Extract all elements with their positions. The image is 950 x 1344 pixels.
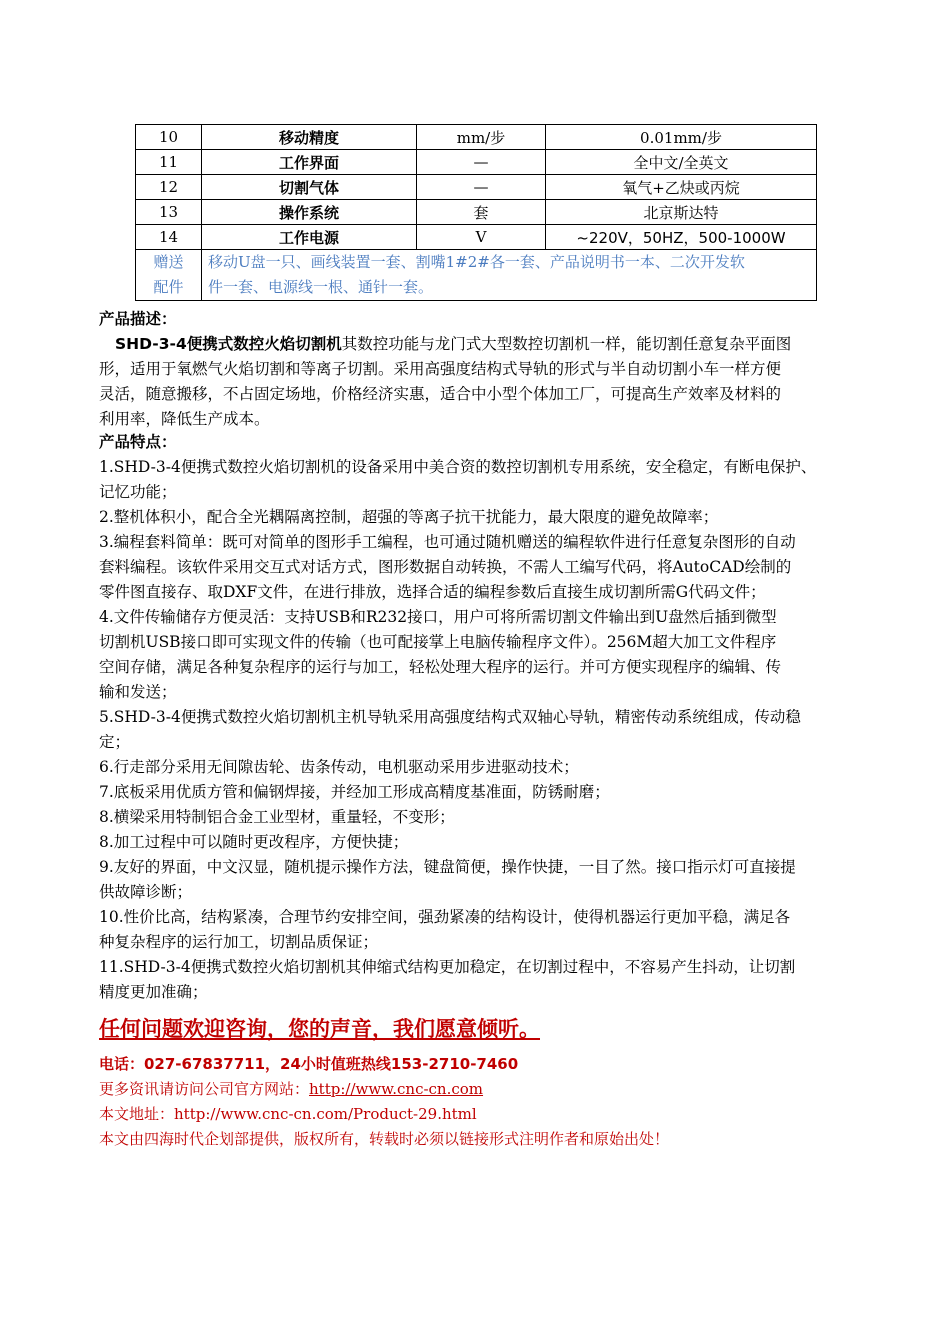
description-section [99, 307, 859, 432]
row-number: 11 [136, 150, 202, 175]
feature-line: 6.行走部分采用无间隙齿轮、齿条传动，电机驱动采用步进驱动技术； [99, 758, 579, 776]
description-line [99, 332, 859, 357]
website-link[interactable]: http://www.cnc-cn.com [309, 1080, 484, 1098]
description-heading: 产品描述： [99, 310, 177, 328]
table-row [136, 225, 817, 250]
param-value: 0.01mm/步 [546, 125, 817, 150]
feature-line: 切割机USB接口即可实现文件的传输（也可配接掌上电脑传输程序文件）。256M超大加工文件程序 [99, 633, 777, 651]
gift-row [136, 250, 817, 301]
gift-contents [202, 250, 817, 301]
gift-line: 移动U盘一只、画线装置一套、割嘴1#2#各一套、产品说明书一本、二次开发软 [208, 253, 745, 271]
param-name: 切割气体 [202, 175, 417, 200]
product-name: SHD-3-4便携式数控火焰切割机 [115, 335, 342, 353]
table-row [136, 175, 817, 200]
feature-line: 8.横梁采用特制铝合金工业型材，重量轻，不变形； [99, 808, 455, 826]
spec-table-body [136, 125, 817, 301]
row-number: 13 [136, 200, 202, 225]
feature-line: 8.加工过程中可以随时更改程序，方便快捷； [99, 833, 409, 851]
param-name: 工作电源 [202, 225, 417, 250]
feature-line: 7.底板采用优质方管和偏钢焊接，并经加工形成高精度基准面，防锈耐磨； [99, 783, 610, 801]
phone-line: 电话：027-67837711，24小时值班热线153-2710-7460 [99, 1055, 519, 1073]
feature-line: 零件图直接存、取DXF文件，在进行排放，选择合适的编程参数后直接生成切割所需G代码文件； [99, 583, 766, 601]
gift-label-line: 赠送 [153, 253, 184, 271]
param-value: 氧气+乙炔或丙烷 [546, 175, 817, 200]
feature-line: 1.SHD-3-4便携式数控火焰切割机的设备采用中美合资的数控切割机专用系统，安全稳定，有断电保护、 [99, 458, 817, 476]
row-number: 12 [136, 175, 202, 200]
description-line: 灵活，随意搬移，不占固定场地，价格经济实惠，适合中小型个体加工厂，可提高生产效率及材料的 [99, 385, 782, 403]
feature-line: 套料编程。该软件采用交互式对话方式，图形数据自动转换，不需人工编写代码，将AutoCAD绘制的 [99, 558, 792, 576]
param-unit: — [417, 150, 546, 175]
feature-line: 10.性价比高，结构紧凑，合理节约安排空间，强劲紧凑的结构设计，使得机器运行更加平稳，满足各 [99, 908, 791, 926]
table-row [136, 150, 817, 175]
description-line: 利用率，降低生产成本。 [99, 410, 270, 428]
table-row [136, 200, 817, 225]
feature-line: 供故障诊断； [99, 883, 193, 901]
website-prefix: 更多资讯请访问公司官方网站： [99, 1080, 310, 1098]
feature-line: 2.整机体积小，配合全光耦隔离控制，超强的等离子抗干扰能力，最大限度的避免故障率； [99, 508, 719, 526]
row-number: 14 [136, 225, 202, 250]
feature-line: 11.SHD-3-4便携式数控火焰切割机其伸缩式结构更加稳定，在切割过程中，不容易产生抖动，让切割 [99, 958, 796, 976]
description-text: 其数控功能与龙门式大型数控切割机一样，能切割任意复杂平面图 [341, 335, 792, 353]
feature-line: 记忆功能； [99, 483, 177, 501]
feature-line: 精度更加准确； [99, 983, 208, 1001]
gift-line: 件一套、电源线一根、通针一套。 [208, 278, 434, 296]
feature-line: 5.SHD-3-4便携式数控火焰切割机主机导轨采用高强度结构式双轴心导轨，精密传动系统组成，传动稳 [99, 708, 801, 726]
param-name: 移动精度 [202, 125, 417, 150]
param-unit: — [417, 175, 546, 200]
feature-line: 空间存储，满足各种复杂程序的运行与加工，轻松处理大程序的运行。并可方便实现程序的编辑、传 [99, 658, 782, 676]
feature-line: 3.编程套料简单：既可对简单的图形手工编程，也可通过随机赠送的编程软件进行任意复杂图形的自动 [99, 533, 796, 551]
param-name: 操作系统 [202, 200, 417, 225]
description-line: 形，适用于氧燃气火焰切割和等离子切割。采用高强度结构式导轨的形式与半自动切割小车一样方便 [99, 360, 782, 378]
param-unit: 套 [417, 200, 546, 225]
gift-label-line: 配件 [153, 278, 184, 296]
param-unit: V [417, 225, 546, 250]
spec-table [135, 124, 817, 301]
param-value: 全中文/全英文 [546, 150, 817, 175]
article-address: 本文地址：http://www.cnc-cn.com/Product-29.html [99, 1105, 477, 1123]
feature-line: 9.友好的界面，中文汉显，随机提示操作方法，键盘简便，操作快捷，一目了然。接口指示灯可直接提 [99, 858, 796, 876]
param-value: ~220V，50HZ，500-1000W [546, 225, 817, 250]
param-name: 工作界面 [202, 150, 417, 175]
feature-line: 输和发送； [99, 683, 177, 701]
copyright-notice: 本文由四海时代企划部提供，版权所有，转载时必须以链接形式注明作者和原始出处！ [99, 1130, 670, 1148]
website-line [99, 1077, 859, 1102]
features-heading: 产品特点： [99, 433, 177, 451]
contact-slogan: 任何问题欢迎咨询，您的声音，我们愿意倾听。 [99, 1016, 540, 1041]
table-row [136, 125, 817, 150]
gift-label [136, 250, 202, 301]
feature-line: 4.文件传输储存方便灵活：支持USB和R232接口，用户可将所需切割文件输出到U盘然后插到微型 [99, 608, 777, 626]
features-section [99, 430, 859, 1005]
feature-line: 定； [99, 733, 131, 751]
param-unit: mm/步 [417, 125, 546, 150]
param-value: 北京斯达特 [546, 200, 817, 225]
features-list [99, 455, 859, 1005]
feature-line: 种复杂程序的运行加工，切割品质保证； [99, 933, 379, 951]
row-number: 10 [136, 125, 202, 150]
